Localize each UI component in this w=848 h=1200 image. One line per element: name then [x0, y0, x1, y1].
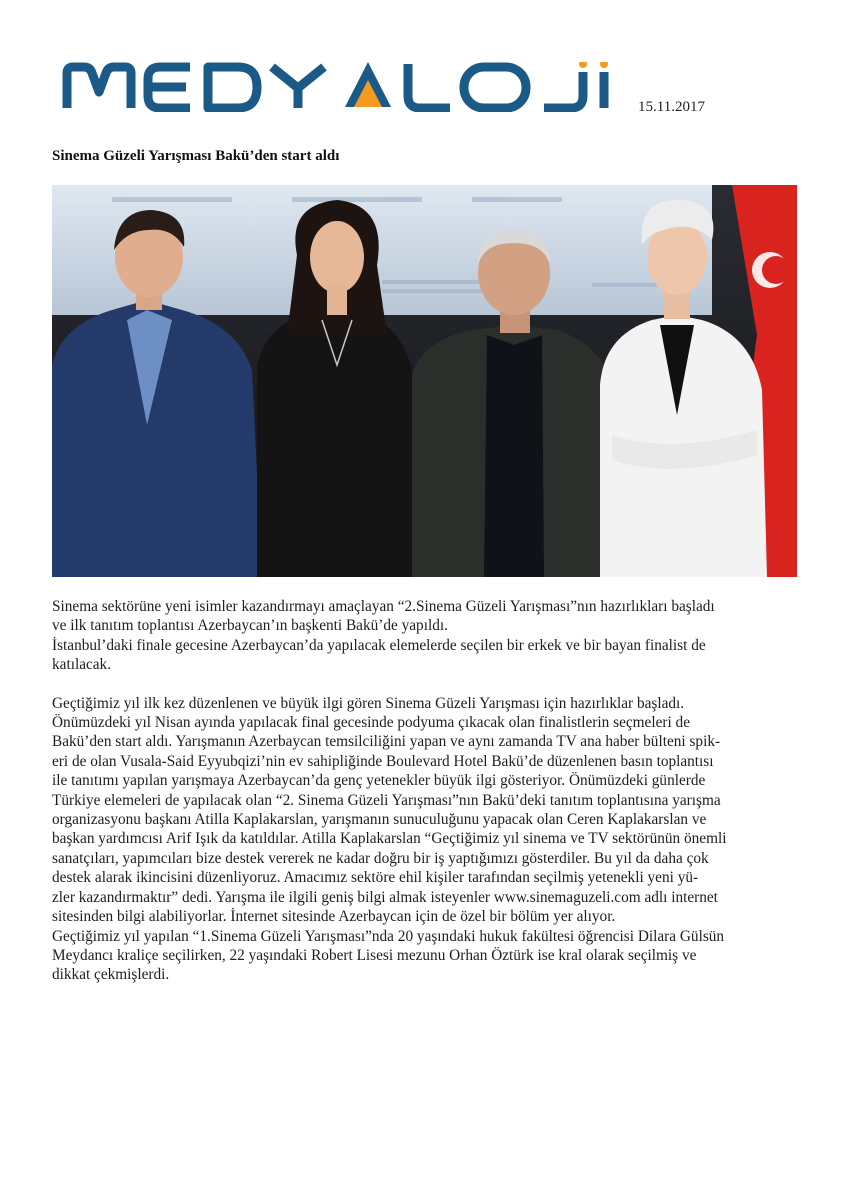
body-line: organizasyonu başkanı Atilla Kaplakarslan, yarışmanın sunuculuğunu yapacak olan Ceren Kaplakarslan ve [52, 811, 707, 829]
lead-line: İstanbul’daki finale gecesine Azerbaycan’da yapılacak elemelerde seçilen bir erkek ve bir bayan finalist de [52, 636, 706, 654]
body-line: zler kazandırmaktır” dedi. Yarışma ile ilgili geniş bilgi almak isteyenler www.sinemaguzeli.com adlı internet [52, 888, 718, 906]
medyaloji-logo [62, 62, 614, 112]
body-line: Önümüzdeki yıl Nisan ayında yapılacak final gecesinde podyuma çıkacak olan finalistlerin seçmeleri de [52, 714, 690, 732]
body-line: Geçtiğimiz yıl ilk kez düzenlenen ve büyük ilgi gören Sinema Güzeli Yarışması için hazırlıklar başladı. [52, 694, 685, 712]
publication-date: 15.11.2017 [638, 99, 705, 115]
body-line: Türkiye elemeleri de yapılacak olan “2. Sinema Güzeli Yarışması”nın Bakü’deki tanıtım toplantısına yarışma [52, 791, 721, 809]
body-line: sitesinden bilgi alabiliyorlar. İnternet sitesinde Azerbaycan için de özel bir bölüm yer alıyor. [52, 908, 616, 926]
body-line: Bakü’den start aldı. Yarışmanın Azerbaycan temsilciliğini yapan ve aynı zamanda TV ana haber bülteni spik- [52, 733, 721, 751]
lead-line: katılacak. [52, 656, 112, 674]
lead-line: ve ilk tanıtım toplantısı Azerbaycan’ın başkenti Bakü’de yapıldı. [52, 617, 448, 635]
paragraph-gap [52, 675, 797, 694]
lead-line: Sinema sektörüne yeni isimler kazandırmayı amaçlayan “2.Sinema Güzeli Yarışması”nın hazırlıkları başladı [52, 598, 715, 615]
body-line: sanatçıları, yapımcıları bize destek vererek ne kadar doğru bir iş yaptığımızı gösterdiler. Bu yıl da daha çok [52, 849, 709, 867]
article-body [52, 597, 797, 985]
body-line: eri de olan Vusala-Said Eyyubqizi’nin ev sahipliğinde Boulevard Hotel Bakü’de düzenlenen basın toplantısı [52, 752, 714, 770]
article-photo [52, 185, 797, 577]
article-title: Sinema Güzeli Yarışması Bakü’den start aldı [52, 148, 340, 164]
body-line: destek alarak ikincisini düzenliyoruz. Amacımız sektöre ehil kişiler tarafından seçilmiş yetenekli yeni yü- [52, 869, 699, 887]
body-line: Geçtiğimiz yıl yapılan “1.Sinema Güzeli Yarışması”nda 20 yaşındaki hukuk fakültesi öğrencisi Dilara Gülsün [52, 927, 725, 945]
group-photo-illustration [52, 185, 797, 577]
body-line: başkan yardımcısı Arif Işık da katıldılar. Atilla Kaplakarslan “Geçtiğimiz yıl sinema ve TV sektörünün önemli [52, 830, 727, 848]
body-line: dikkat çekmişlerdi. [52, 966, 170, 984]
body-line: Meydancı kraliçe seçilirken, 22 yaşındaki Robert Lisesi mezunu Orhan Öztürk ise kral olarak seçilmiş ve [52, 946, 697, 964]
logo-wordmark [62, 62, 614, 112]
body-line: ile tanıtımı yapılan yarışmaya Azerbaycan’da genç yetenekler büyük ilgi gösteriyor. Önümüzdeki günlerde [52, 772, 706, 790]
